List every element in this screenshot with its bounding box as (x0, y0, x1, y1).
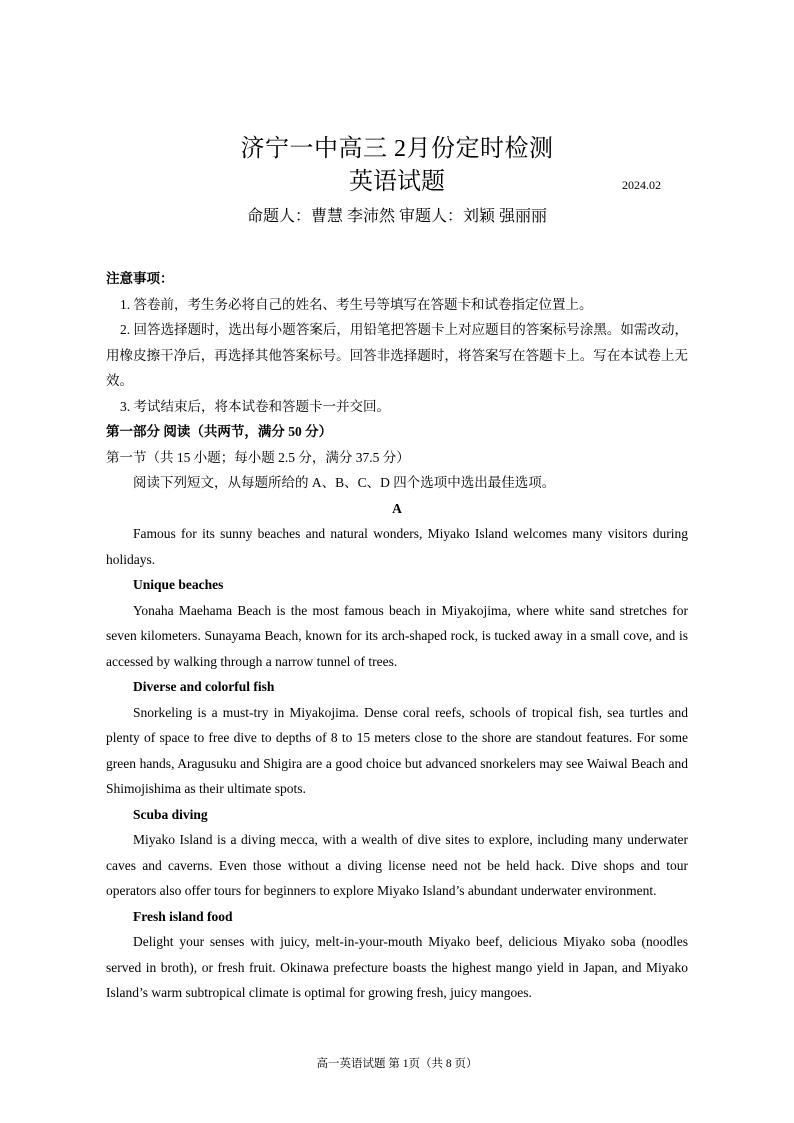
exam-subject: 英语试题 (349, 169, 445, 195)
page-title: 济宁一中高三 2月份定时检测 (240, 136, 554, 162)
section-text: Yonaha Maehama Beach is the most famous beach in Miyakojima, where white sand stretches for seven kilometers. Sunayama Beach, known for its arch-shaped rock, is tucked away in a small cove, and is accessed by walking through a narrow tunnel of trees. (106, 602, 688, 669)
section-title: Diverse and colorful fish (133, 679, 275, 694)
section-title: Unique beaches (133, 577, 224, 592)
notice-item-1: 1. 答卷前，考生务必将自己的姓名、考生号等填写在答题卡和试卷指定位置上。 (120, 296, 593, 312)
exam-authors: 命题人：曹慧 李沛然 审题人：刘颖 强丽丽 (246, 208, 547, 225)
instruction-text: 阅读下列短文，从每题所给的 A、B、C、D 四个选项中选出最佳选项。 (133, 475, 556, 490)
section-title: Scuba diving (133, 806, 208, 822)
passage-intro: Famous for its sunny beaches and natural wonders, Miyako Island welcomes many visitors during holidays. (106, 526, 688, 567)
notice-item-3: 3. 考试结束后，将本试卷和答题卡一并交回。 (120, 398, 390, 414)
section-text: Miyako Island is a diving mecca, with a wealth of dive sites to explore, including many underwater caves and caverns. Even those without a diving license need not be held hack. Dive shops and tour operators also offer tours for beginners to explore Miyako Island’s abundant underwater environment. (106, 832, 688, 898)
passage-letter: A (392, 500, 402, 516)
section-text: Snorkeling is a must-try in Miyakojima. Dense coral reefs, schools of tropical fish, sea turtles and plenty of space to free dive to depths of 8 to 15 meters close to the shore are standout features. For some green hands, Aragusuku and Shigira are a good choice but advanced snorkelers may see Waiwal Beach and Shimojishima as their ultimate spots. (106, 704, 688, 796)
notice-heading: 注意事项： (106, 271, 174, 286)
section-text: Delight your senses with juicy, melt-in-your-mouth Miyako beef, delicious Miyako soba (noodles served in broth), or fresh fruit. Okinawa prefecture boasts the highest mango yield in Japan, and Miyako Island’s warm subtropical climate is optimal for growing fresh, juicy mangoes. (106, 934, 688, 1000)
notice-item-2: 2. 回答选择题时，选出每小题答案后，用铅笔把答题卡上对应题目的答案标号涂黑。如需改动，用橡皮擦干净后，再选择其他答案标号。回答非选择题时，将答案写在答题卡上。写在本试卷上无效。 (106, 322, 688, 388)
page-footer: 高一英语试题 第 1页（共 8 页） (316, 1058, 478, 1070)
exam-body (106, 266, 688, 1006)
part-heading: 第一部分 阅读（共两节，满分 50 分） (106, 424, 333, 439)
section-title: Fresh island food (133, 908, 233, 924)
section-meta: 第一节（共 15 小题；每小题 2.5 分，满分 37.5 分） (106, 449, 410, 465)
exam-date: 2024.02 (622, 178, 661, 192)
